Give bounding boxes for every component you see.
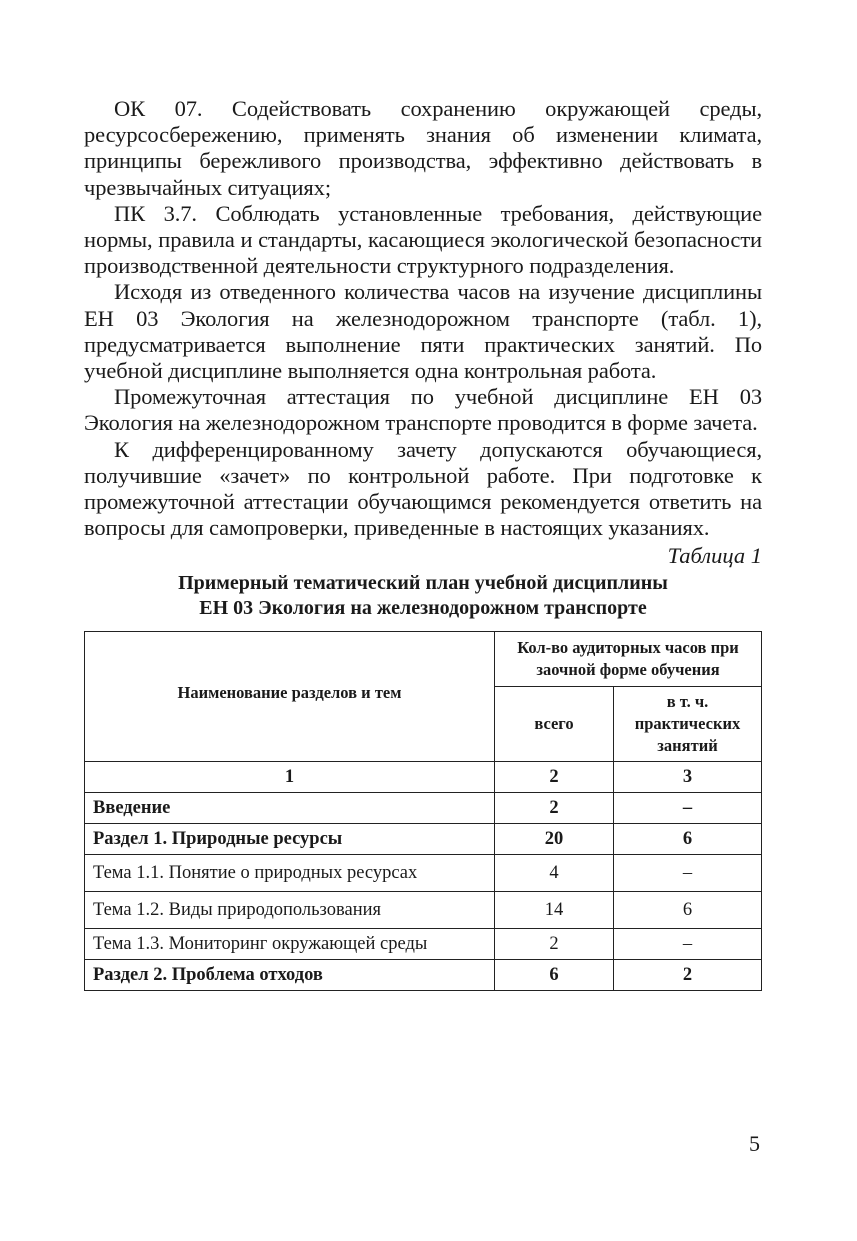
table-header-row	[85, 632, 762, 687]
header-total: всего	[495, 687, 614, 762]
row-name: Тема 1.1. Понятие о природных ресурсах	[85, 855, 495, 892]
row-total: 6	[495, 960, 614, 991]
table-title-line-1: Примерный тематический план учебной дисциплины	[178, 572, 668, 595]
header-name-column: Наименование разделов и тем	[85, 632, 495, 762]
paragraph-hours: Исходя из отведенного количества часов на изучение дисциплины ЕН 03 Экология на железнодорожном транспорте (табл. 1), предусматривается выполнение пяти практических занятий. По учебной дисциплине выполняется одна контрольная работа.	[84, 279, 762, 384]
table-row	[85, 960, 762, 991]
table-caption: Таблица 1	[667, 543, 762, 569]
table-title	[84, 571, 762, 621]
row-name: Введение	[85, 793, 495, 824]
column-number: 3	[614, 762, 762, 793]
row-total: 20	[495, 824, 614, 855]
row-practical: 6	[614, 892, 762, 929]
paragraph-ok07: ОК 07. Содействовать сохранению окружающей среды, ресурсосбережению, применять знания об изменении климата, принципы бережливого производства, эффективно действовать в чрезвычайных ситуациях;	[84, 96, 762, 200]
row-practical: –	[614, 855, 762, 892]
row-practical: 2	[614, 960, 762, 991]
row-total: 2	[495, 793, 614, 824]
table-row	[85, 793, 762, 824]
row-name: Раздел 1. Природные ресурсы	[85, 824, 495, 855]
column-number: 2	[495, 762, 614, 793]
paragraph-admission: К дифференцированному зачету допускаются обучающиеся, получившие «зачет» по контрольной работе. При подготовке к промежуточной аттестации обучающимся рекомендуется ответить на вопросы для самопроверки, приведенные в настоящих указаниях.	[84, 436, 762, 541]
column-number-row	[85, 762, 762, 793]
paragraph-pk37: ПК 3.7. Соблюдать установленные требования, действующие нормы, правила и стандарты, касающиеся экологической безопасности производственной деятельности структурного подразделения.	[84, 200, 762, 279]
paragraph-attestation: Промежуточная аттестация по учебной дисциплине ЕН 03 Экология на железнодорожном транспорте проводится в форме зачета.	[84, 384, 762, 436]
thematic-plan-table	[84, 631, 762, 991]
header-practical: в т. ч. практических занятий	[614, 687, 762, 762]
row-practical: 6	[614, 824, 762, 855]
header-hours-group: Кол-во аудиторных часов при заочной форме обучения	[495, 632, 762, 687]
row-name: Тема 1.3. Мониторинг окружающей среды	[85, 929, 495, 960]
page-number: 5	[749, 1131, 760, 1156]
table-row	[85, 824, 762, 855]
table-row	[85, 892, 762, 929]
table-title-line-2: ЕН 03 Экология на железнодорожном транспорте	[199, 597, 647, 620]
row-total: 14	[495, 892, 614, 929]
table-row	[85, 929, 762, 960]
row-name: Тема 1.2. Виды природопользования	[85, 892, 495, 929]
page-content	[84, 96, 762, 991]
row-practical: –	[614, 793, 762, 824]
row-total: 2	[495, 929, 614, 960]
row-total: 4	[495, 855, 614, 892]
table-row	[85, 855, 762, 892]
row-practical: –	[614, 929, 762, 960]
row-name: Раздел 2. Проблема отходов	[85, 960, 495, 991]
column-number: 1	[85, 762, 495, 793]
